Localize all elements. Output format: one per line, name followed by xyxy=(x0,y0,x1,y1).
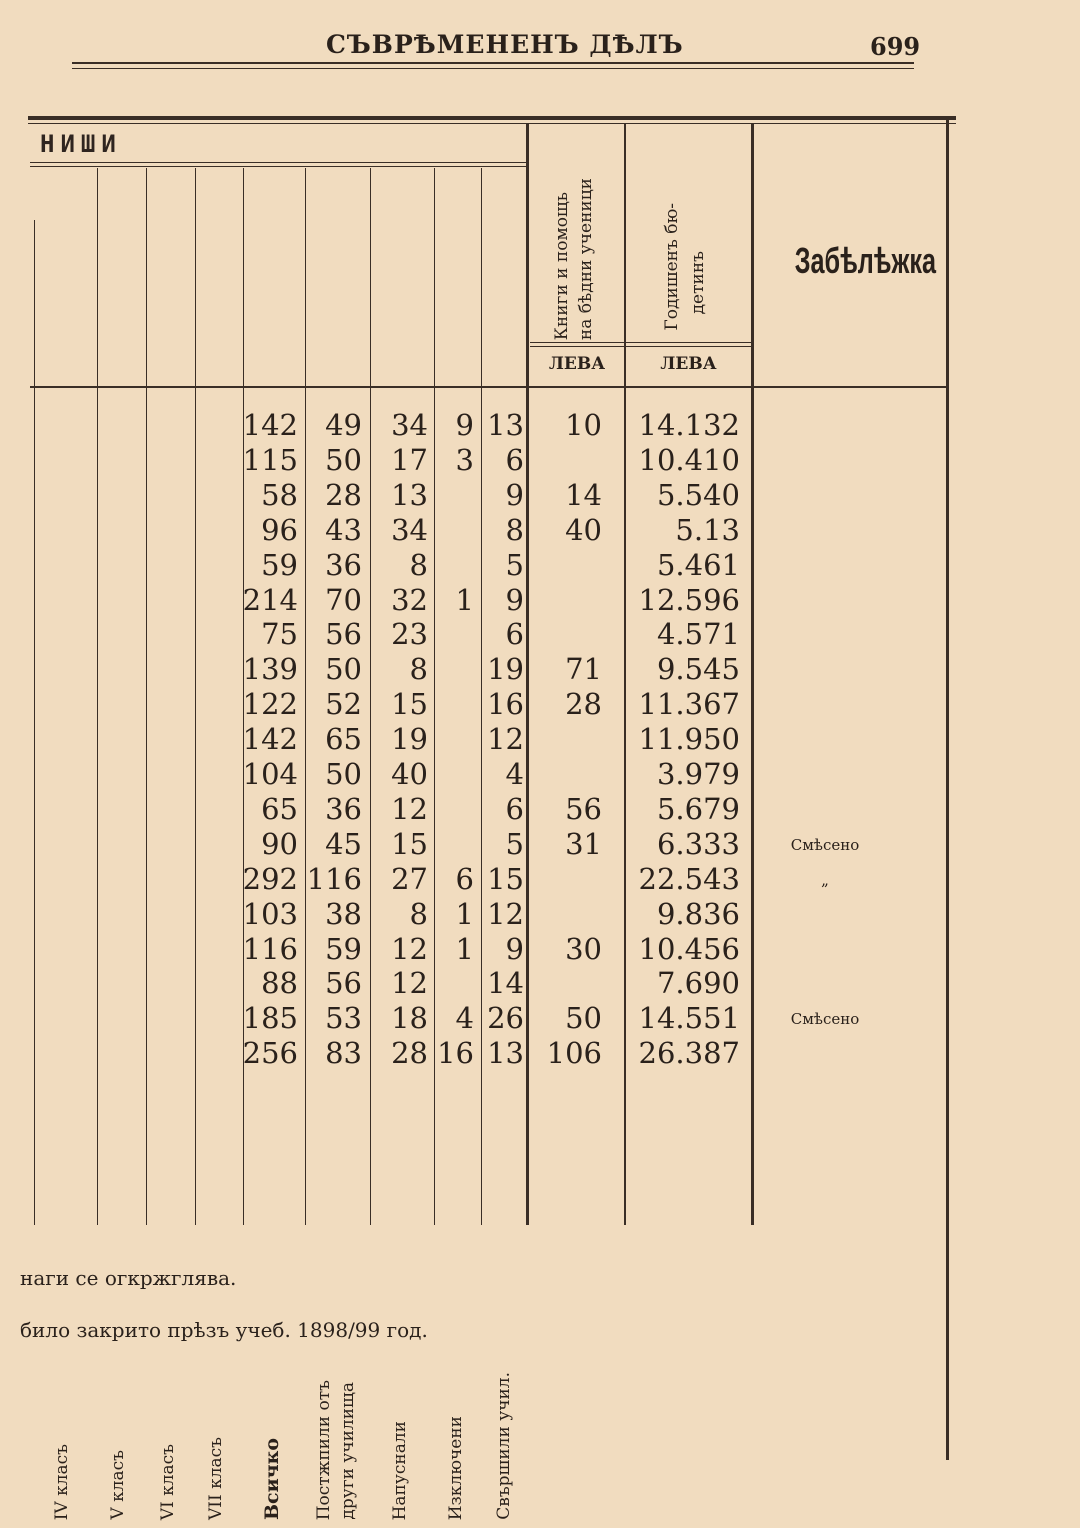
cell-expelled: 9 xyxy=(455,408,474,442)
cell-left: 17 xyxy=(391,442,428,477)
unit-books: ЛЕВА xyxy=(548,354,606,374)
col-left: Напуснали xyxy=(390,1420,410,1520)
cell-budget: 7.690 xyxy=(656,966,740,1001)
cell-finished: 12 xyxy=(487,896,524,931)
cell-budget: 6.333 xyxy=(656,826,740,861)
col-books-2: на бѣдни ученици xyxy=(576,177,596,340)
cell-budget: 5.679 xyxy=(656,791,740,826)
cell-books: 30 xyxy=(565,931,602,966)
col-books-1: Книги и помощь xyxy=(552,191,572,340)
cell-budget: 11.950 xyxy=(638,722,740,757)
cell-budget: 4.571 xyxy=(656,617,740,652)
cell-finished: 6 xyxy=(505,442,524,477)
cell-transferred: 65 xyxy=(325,722,362,757)
cell-budget: 11.367 xyxy=(638,687,740,722)
cell-budget: 5.461 xyxy=(656,547,740,582)
cell-left: 15 xyxy=(391,687,428,722)
table-top-rule-thin xyxy=(28,123,956,124)
col-budget-2: детинъ xyxy=(688,250,708,314)
cell-left: 23 xyxy=(391,617,428,652)
cell-finished: 6 xyxy=(505,617,524,652)
cell-expelled: 1 xyxy=(455,582,474,617)
cell-left: 8 xyxy=(409,896,428,931)
cell-budget: 10.410 xyxy=(638,442,740,477)
cell-total: 103 xyxy=(242,896,298,931)
cell-expelled: 16 xyxy=(437,1036,474,1071)
table-top-rule xyxy=(28,116,956,120)
cell-transferred: 56 xyxy=(325,617,362,652)
col-transferred-2: други училища xyxy=(338,1382,358,1520)
cell-transferred: 83 xyxy=(325,1036,362,1071)
cell-left: 12 xyxy=(391,966,428,1001)
cell-finished: 6 xyxy=(505,791,524,826)
cell-transferred: 36 xyxy=(325,791,362,826)
col-transferred-1: Постжпили отъ xyxy=(314,1379,334,1520)
cell-books: 71 xyxy=(565,652,602,687)
cell-total: 115 xyxy=(242,442,298,477)
cell-transferred: 70 xyxy=(325,582,362,617)
cell-finished: 9 xyxy=(505,582,524,617)
cell-left: 18 xyxy=(391,1001,428,1036)
cell-finished: 9 xyxy=(505,477,524,512)
cell-transferred: 50 xyxy=(325,757,362,791)
cell-books: 56 xyxy=(565,791,602,826)
cell-total: 59 xyxy=(261,547,298,582)
col-total: Всичко xyxy=(261,1437,283,1520)
col-remarks: Забѣлѣжка xyxy=(794,240,936,281)
cell-transferred: 28 xyxy=(325,477,362,512)
cell-total: 90 xyxy=(261,826,298,861)
page-number: 699 xyxy=(870,32,921,61)
table-right-border xyxy=(946,116,949,1460)
cell-budget: 5.540 xyxy=(656,477,740,512)
cell-left: 27 xyxy=(391,861,428,896)
cell-remark: Смѣсено xyxy=(790,1010,860,1029)
cell-finished: 16 xyxy=(487,687,524,722)
header-rule-bottom xyxy=(72,68,914,69)
section-heading: НИШИ xyxy=(40,130,122,158)
col-class-6: VI класъ xyxy=(158,1443,178,1520)
cell-left: 8 xyxy=(409,652,428,687)
header-bottom-rule xyxy=(30,386,948,388)
cell-total: 122 xyxy=(242,687,298,722)
cell-budget: 3.979 xyxy=(656,757,740,791)
cell-left: 32 xyxy=(391,582,428,617)
cell-finished: 5 xyxy=(505,826,524,861)
cell-finished: 12 xyxy=(487,722,524,757)
cell-remark: „ xyxy=(821,870,829,889)
cell-total: 214 xyxy=(242,582,298,617)
col-class-7: VII класъ xyxy=(206,1436,226,1520)
cell-left: 19 xyxy=(391,722,428,757)
cell-finished: 4 xyxy=(505,757,524,791)
cell-transferred: 38 xyxy=(325,896,362,931)
cell-expelled: 4 xyxy=(455,1001,474,1036)
cell-budget: 5.13 xyxy=(675,512,740,547)
col-class-5: V класъ xyxy=(108,1450,128,1520)
section-heading-rule-2 xyxy=(30,166,528,167)
section-heading-rule xyxy=(30,162,528,163)
cell-transferred: 53 xyxy=(325,1001,362,1036)
cell-finished: 5 xyxy=(505,547,524,582)
cell-finished: 14 xyxy=(487,966,524,1001)
page-title: СЪВРѢМЕНЕНЪ ДѢЛЪ xyxy=(326,30,684,59)
cell-transferred: 56 xyxy=(325,966,362,1001)
cell-finished: 13 xyxy=(487,1036,524,1071)
cell-left: 28 xyxy=(391,1036,428,1071)
cell-finished: 9 xyxy=(505,931,524,966)
cell-total: 116 xyxy=(242,931,298,966)
cell-transferred: 52 xyxy=(325,687,362,722)
cell-total: 142 xyxy=(242,408,298,442)
cell-finished: 13 xyxy=(487,408,524,442)
col-finished: Свършили учил. xyxy=(494,1372,514,1520)
cell-total: 104 xyxy=(242,757,298,791)
cell-remark: Смѣсено xyxy=(790,835,860,854)
cell-books: 14 xyxy=(565,477,602,512)
cell-left: 12 xyxy=(391,791,428,826)
cell-left: 34 xyxy=(391,512,428,547)
col-budget-1: Годишенъ бю- xyxy=(662,202,682,330)
footnote-1: наги се огкржглява. xyxy=(20,1266,237,1290)
cell-budget: 14.551 xyxy=(638,1001,740,1036)
cell-books: 28 xyxy=(565,687,602,722)
col-class-4: IV класъ xyxy=(52,1443,72,1520)
cell-total: 142 xyxy=(242,722,298,757)
cell-finished: 8 xyxy=(505,512,524,547)
cell-total: 58 xyxy=(261,477,298,512)
cell-books: 50 xyxy=(565,1001,602,1036)
vline-2 xyxy=(97,168,98,1225)
units-rule xyxy=(530,342,752,343)
cell-expelled: 1 xyxy=(455,931,474,966)
cell-budget: 12.596 xyxy=(638,582,740,617)
cell-transferred: 49 xyxy=(325,408,362,442)
cell-budget: 22.543 xyxy=(638,861,740,896)
cell-transferred: 43 xyxy=(325,512,362,547)
cell-total: 75 xyxy=(261,617,298,652)
cell-left: 13 xyxy=(391,477,428,512)
cell-expelled: 3 xyxy=(455,442,474,477)
cell-books: 10 xyxy=(565,408,602,442)
cell-expelled: 1 xyxy=(455,896,474,931)
cell-budget: 26.387 xyxy=(638,1036,740,1071)
cell-left: 8 xyxy=(409,547,428,582)
cell-left: 40 xyxy=(391,757,428,791)
cell-total: 65 xyxy=(261,791,298,826)
units-rule-2 xyxy=(530,346,752,347)
cell-finished: 15 xyxy=(487,861,524,896)
cell-left: 34 xyxy=(391,408,428,442)
footnote-2: било закрито прѣзъ учеб. 1898/99 год. xyxy=(20,1318,428,1342)
vline-3 xyxy=(146,168,147,1225)
cell-left: 12 xyxy=(391,931,428,966)
cell-transferred: 36 xyxy=(325,547,362,582)
cell-transferred: 116 xyxy=(306,861,362,896)
unit-budget: ЛЕВА xyxy=(660,354,717,374)
cell-total: 139 xyxy=(242,652,298,687)
header-rule-top xyxy=(72,62,914,64)
cell-total: 256 xyxy=(242,1036,298,1071)
cell-budget: 14.132 xyxy=(638,408,740,442)
col-expelled: Изключени xyxy=(446,1415,466,1520)
vline-12 xyxy=(751,124,754,1225)
cell-budget: 9.545 xyxy=(656,652,740,687)
cell-transferred: 59 xyxy=(325,931,362,966)
cell-total: 88 xyxy=(261,966,298,1001)
cell-budget: 10.456 xyxy=(638,931,740,966)
vline-1 xyxy=(34,220,35,1225)
cell-transferred: 50 xyxy=(325,442,362,477)
cell-total: 292 xyxy=(242,861,298,896)
cell-left: 15 xyxy=(391,826,428,861)
cell-budget: 9.836 xyxy=(656,896,740,931)
cell-books: 106 xyxy=(546,1036,602,1071)
cell-total: 185 xyxy=(242,1001,298,1036)
cell-total: 96 xyxy=(261,512,298,547)
cell-books: 31 xyxy=(565,826,602,861)
cell-transferred: 50 xyxy=(325,652,362,687)
cell-finished: 26 xyxy=(487,1001,524,1036)
cell-books: 40 xyxy=(565,512,602,547)
cell-expelled: 6 xyxy=(455,861,474,896)
cell-finished: 19 xyxy=(487,652,524,687)
cell-transferred: 45 xyxy=(325,826,362,861)
